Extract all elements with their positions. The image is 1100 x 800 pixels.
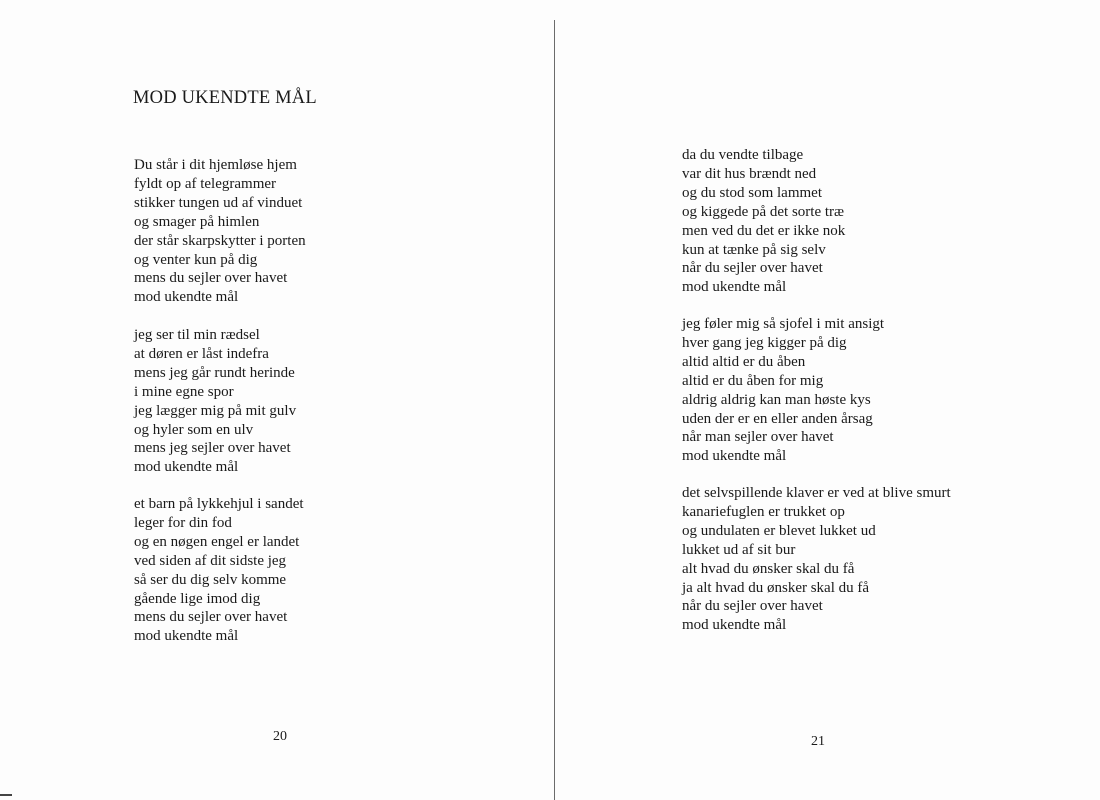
stanza-5 [682,315,884,466]
poem-line: aldrig aldrig kan man høste kys [682,391,871,408]
right-page [555,0,1100,800]
stanza-3 [134,495,304,646]
page-number: 20 [273,729,287,744]
poem-line: jeg ser til min rædsel [134,327,260,343]
poem-line: altid altid er du åben [682,353,806,370]
poem-line: hver gang jeg kigger på dig [682,334,847,351]
stanza-2 [134,326,296,477]
poem-line: leger for din fod [134,514,232,531]
poem-line: lukket ud af sit bur [682,541,796,558]
poem-line: mens du sejler over havet [134,609,288,626]
poem-line: når man sejler over havet [682,429,834,446]
poem-line: og undulaten er blevet lukket ud [682,522,876,539]
poem-line: mod ukendte mål [682,279,787,296]
poem-line: mens du sejler over havet [134,270,288,287]
poem-line: et barn på lykkehjul i sandet [134,496,304,512]
poem-line: gående lige imod dig [134,590,261,607]
poem-line: men ved du det er ikke nok [682,222,846,239]
poem-line: mod ukendte mål [682,448,787,465]
poem-line: Du står i dit hjemløse hjem [134,157,297,173]
poem-line: så ser du dig selv komme [134,571,287,588]
poem-line: da du vendte tilbage [682,147,804,163]
poem-line: at døren er låst indefra [134,345,269,362]
poem-line: fyldt op af telegrammer [134,175,277,192]
stanza-1 [134,156,306,307]
poem-line: og en nøgen engel er landet [134,533,300,550]
poem-line: mod ukendte mål [134,289,239,306]
poem-line: mens jeg sejler over havet [134,440,291,457]
stanza-4 [682,146,845,297]
poem-line: mens jeg går rundt herinde [134,364,295,381]
poem-line: kanariefuglen er trukket op [682,503,845,520]
poem-line: og hyler som en ulv [134,421,254,438]
poem-line: det selvspillende klaver er ved at blive smurt [682,485,951,501]
page-number: 21 [811,734,825,749]
poem-line: altid er du åben for mig [682,372,824,389]
poem-title: MOD UKENDTE MÅL [133,88,317,108]
poem-line: når du sejler over havet [682,598,823,615]
poem-line: ved siden af dit sidste jeg [134,552,287,569]
poem-line: stikker tungen ud af vinduet [134,194,303,211]
poem-line: var dit hus brændt ned [682,165,817,182]
poem-line: der står skarpskytter i porten [134,232,306,249]
scan-corner-mark [0,794,12,796]
poem-line: når du sejler over havet [682,260,823,277]
poem-line: og du stod som lammet [682,184,822,201]
poem-line: jeg lægger mig på mit gulv [134,402,297,419]
poem-line: og venter kun på dig [134,251,258,268]
poem-line: kun at tænke på sig selv [682,241,826,258]
poem-line: alt hvad du ønsker skal du få [682,560,855,577]
poem-line: og smager på himlen [134,213,260,230]
poem-line: mod ukendte mål [134,628,239,645]
poem-line: mod ukendte mål [134,459,239,476]
poem-line: ja alt hvad du ønsker skal du få [682,579,870,596]
poem-line: uden der er en eller anden årsag [682,410,873,427]
poem-line: og kiggede på det sorte træ [682,203,845,220]
stanza-6 [682,484,951,635]
poem-line: mod ukendte mål [682,617,787,634]
poem-line: i mine egne spor [134,383,234,400]
poem-line: jeg føler mig så sjofel i mit ansigt [682,316,885,332]
